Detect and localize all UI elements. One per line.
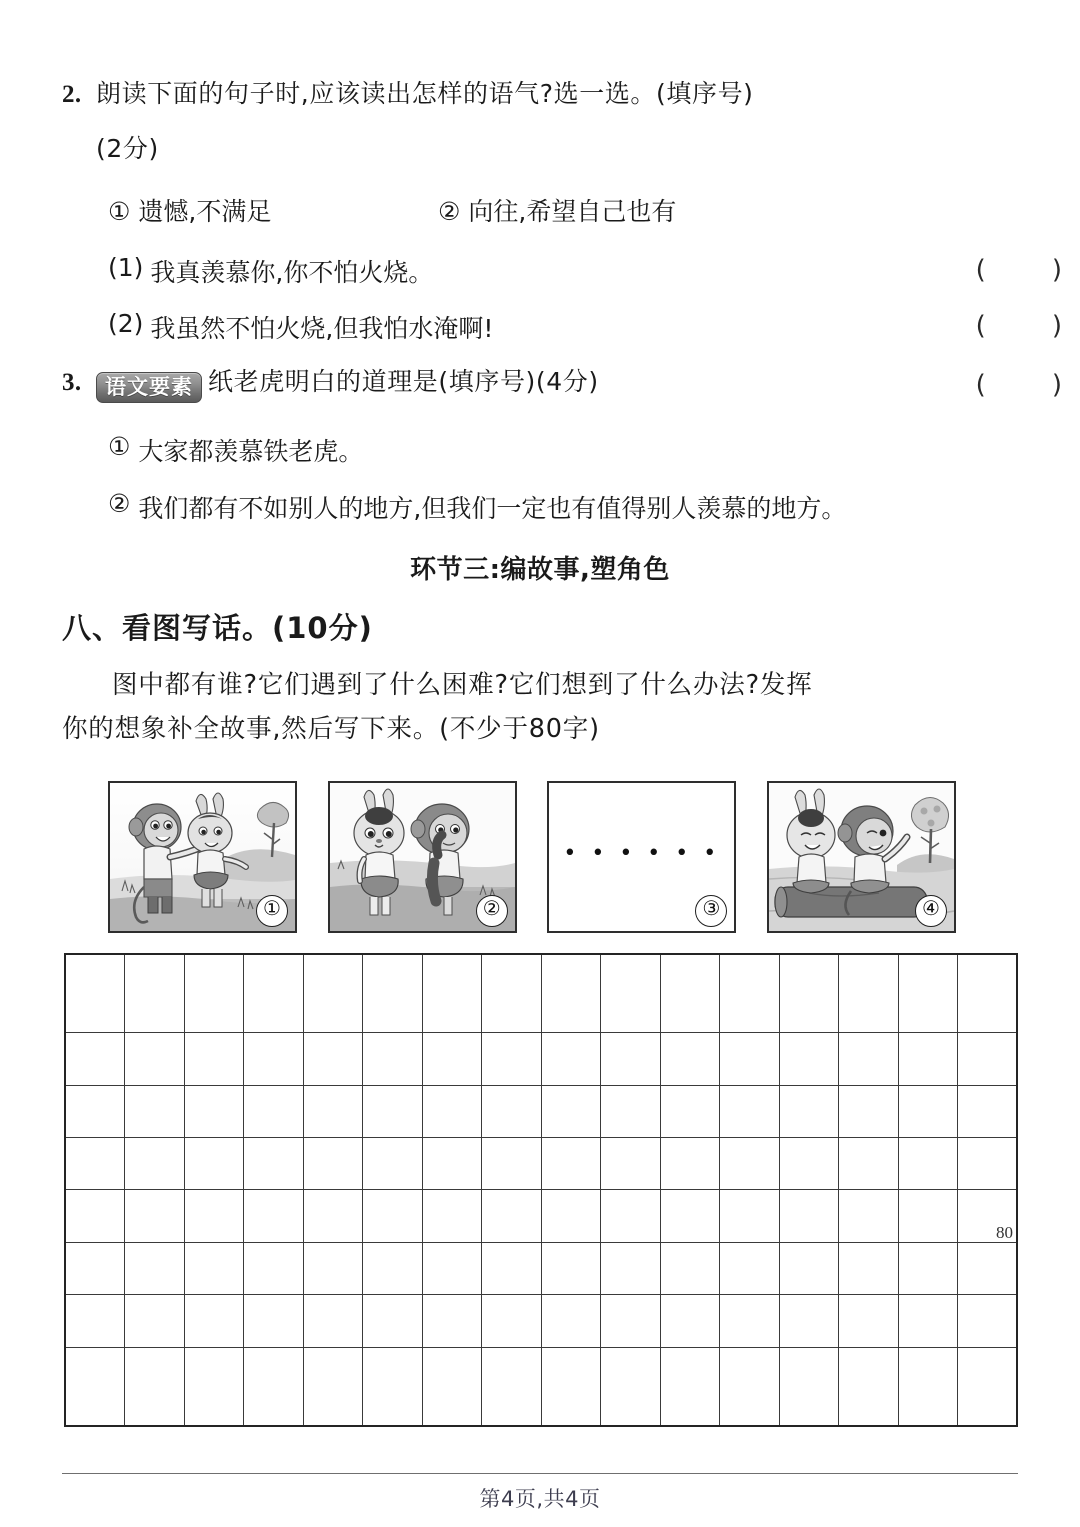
grid-cell[interactable] (898, 1190, 958, 1242)
grid-cell[interactable] (422, 1347, 482, 1426)
grid-cell[interactable] (541, 1347, 601, 1426)
grid-cell[interactable] (958, 1138, 1018, 1190)
question-3-option-2[interactable] (62, 489, 1020, 525)
grid-cell[interactable] (482, 954, 542, 1033)
grid-cell[interactable] (363, 1138, 423, 1190)
grid-cell[interactable] (184, 1295, 244, 1347)
grid-cell[interactable] (720, 1242, 780, 1294)
grid-cell[interactable] (601, 1295, 661, 1347)
grid-cell[interactable] (898, 1085, 958, 1137)
question-2 (62, 78, 1020, 110)
grid-cell[interactable] (363, 1033, 423, 1085)
grid-cell[interactable] (422, 1295, 482, 1347)
grid-cell[interactable] (125, 1242, 185, 1294)
grid-cell[interactable] (541, 1242, 601, 1294)
grid-cell[interactable] (660, 1242, 720, 1294)
grid-cell[interactable] (363, 1347, 423, 1426)
grid-cell[interactable] (779, 1138, 839, 1190)
grid-cell[interactable] (422, 1138, 482, 1190)
grid-cell[interactable] (65, 1295, 125, 1347)
grid-cell[interactable] (422, 1242, 482, 1294)
grid-cell[interactable] (184, 1033, 244, 1085)
grid-cell-80[interactable] (958, 1190, 1018, 1242)
yuwen-yaosu-badge: 语文要素 (96, 372, 202, 403)
grid-cell[interactable] (660, 1085, 720, 1137)
grid-cell[interactable] (541, 954, 601, 1033)
grid-cell[interactable] (303, 1085, 363, 1137)
table-row[interactable] (65, 1138, 1017, 1190)
table-row[interactable] (65, 954, 1017, 1033)
grid-cell[interactable] (184, 1347, 244, 1426)
grid-cell[interactable] (958, 1347, 1018, 1426)
word-count-marker: 80 (996, 1222, 1013, 1242)
grid-cell[interactable] (65, 1138, 125, 1190)
question-2-item-1-label: (1) (108, 253, 144, 282)
grid-cell[interactable] (244, 954, 304, 1033)
grid-cell[interactable] (65, 1033, 125, 1085)
grid-cell[interactable] (958, 1295, 1018, 1347)
panel-number-3: ③ (695, 895, 727, 927)
grid-cell[interactable] (720, 954, 780, 1033)
option-label-1: 大家都羡慕铁老虎。 (138, 437, 364, 466)
grid-cell[interactable] (839, 1295, 899, 1347)
grid-cell[interactable] (125, 1033, 185, 1085)
grid-cell[interactable] (660, 1138, 720, 1190)
grid-cell[interactable] (779, 1295, 839, 1347)
grid-cell[interactable] (65, 954, 125, 1033)
grid-cell[interactable] (482, 1138, 542, 1190)
grid-cell[interactable] (898, 1295, 958, 1347)
grid-cell[interactable] (839, 1033, 899, 1085)
grid-cell[interactable] (660, 954, 720, 1033)
grid-cell[interactable] (125, 954, 185, 1033)
answer-blank-q3[interactable]: ( ) (975, 370, 1062, 400)
grid-cell[interactable] (422, 954, 482, 1033)
grid-cell[interactable] (541, 1033, 601, 1085)
grid-cell[interactable] (422, 1033, 482, 1085)
grid-cell[interactable] (303, 1138, 363, 1190)
grid-cell[interactable] (660, 1190, 720, 1242)
spacer (62, 133, 96, 134)
grid-cell[interactable] (303, 1242, 363, 1294)
grid-cell[interactable] (660, 1347, 720, 1426)
option-marker-2: ② (438, 197, 461, 226)
picture-panel-4 (767, 781, 956, 933)
grid-cell[interactable] (541, 1138, 601, 1190)
footer-divider (62, 1473, 1018, 1474)
grid-cell[interactable] (244, 1242, 304, 1294)
table-row[interactable] (65, 1033, 1017, 1085)
grid-cell[interactable] (839, 1138, 899, 1190)
grid-cell[interactable] (541, 1085, 601, 1137)
grid-cell[interactable] (422, 1190, 482, 1242)
grid-cell[interactable] (303, 954, 363, 1033)
writing-grid-body (65, 954, 1017, 1426)
writing-prompt-line-1: 图中都有谁?它们遇到了什么困难?它们想到了什么办法?发挥 (112, 670, 813, 700)
option-label-1: 遗憾,不满足 (138, 197, 272, 226)
grid-cell[interactable] (720, 1190, 780, 1242)
grid-cell[interactable] (720, 1033, 780, 1085)
grid-cell[interactable] (541, 1295, 601, 1347)
grid-cell[interactable] (958, 1033, 1018, 1085)
grid-cell[interactable] (601, 1347, 661, 1426)
grid-cell[interactable] (601, 1138, 661, 1190)
table-row[interactable] (65, 1190, 1017, 1242)
grid-cell[interactable] (958, 954, 1018, 1033)
grid-cell[interactable] (244, 1085, 304, 1137)
grid-cell[interactable] (303, 1347, 363, 1426)
grid-cell[interactable] (65, 1347, 125, 1426)
table-row[interactable] (65, 1242, 1017, 1294)
grid-cell[interactable] (244, 1138, 304, 1190)
writing-grid[interactable] (64, 953, 1018, 1427)
grid-cell[interactable] (184, 1242, 244, 1294)
grid-cell[interactable] (720, 1085, 780, 1137)
option-label-2: 向往,希望自己也有 (468, 197, 677, 226)
grid-cell[interactable] (898, 1033, 958, 1085)
question-2-item-2-text: 我虽然不怕火烧,但我怕水淹啊! (150, 314, 494, 343)
grid-cell[interactable] (779, 1242, 839, 1294)
grid-cell[interactable] (363, 1295, 423, 1347)
grid-cell[interactable] (601, 1190, 661, 1242)
grid-cell[interactable] (303, 1190, 363, 1242)
grid-cell[interactable] (601, 1242, 661, 1294)
grid-cell[interactable] (125, 1138, 185, 1190)
grid-cell[interactable] (958, 1242, 1018, 1294)
grid-cell[interactable] (779, 1347, 839, 1426)
picture-panel-1 (108, 781, 297, 933)
question-2-number: 2. (62, 81, 82, 108)
grid-cell[interactable] (244, 1347, 304, 1426)
question-2-option-1[interactable] (108, 192, 438, 228)
writing-grid-table[interactable] (64, 953, 1018, 1427)
writing-prompt (62, 664, 1024, 752)
grid-cell[interactable] (720, 1138, 780, 1190)
question-2-item-1-text: 我真羡慕你,你不怕火烧。 (150, 258, 434, 287)
grid-cell[interactable] (839, 1242, 899, 1294)
grid-cell[interactable] (65, 1190, 125, 1242)
table-row[interactable] (65, 1347, 1017, 1426)
option-label-2: 我们都有不如别人的地方,但我们一定也有值得别人羡慕的地方。 (138, 494, 847, 523)
writing-prompt-line-2: 你的想象补全故事,然后写下来。(不少于80字) (62, 713, 600, 744)
grid-cell[interactable] (363, 1242, 423, 1294)
grid-cell[interactable] (482, 1242, 542, 1294)
grid-cell[interactable] (898, 1242, 958, 1294)
section-heading: 环节三:编故事,塑角色 (410, 555, 670, 585)
grid-cell[interactable] (601, 1085, 661, 1137)
grid-cell[interactable] (482, 1085, 542, 1137)
table-row[interactable] (65, 1295, 1017, 1347)
grid-cell[interactable] (422, 1085, 482, 1137)
grid-cell[interactable] (363, 1085, 423, 1137)
answer-blank-q2-1[interactable]: ( ) (975, 255, 1062, 285)
grid-cell[interactable] (303, 1033, 363, 1085)
question-3-stem: 纸老虎明白的道理是(填序号)(4分) (208, 367, 599, 396)
grid-cell[interactable] (958, 1085, 1018, 1137)
picture-panel-2 (328, 781, 517, 933)
table-row[interactable] (65, 1085, 1017, 1137)
grid-cell[interactable] (65, 1085, 125, 1137)
question-2-stem-row (62, 78, 1020, 110)
grid-cell[interactable] (125, 1085, 185, 1137)
grid-cell[interactable] (839, 1347, 899, 1426)
grid-cell[interactable] (898, 1347, 958, 1426)
grid-cell[interactable] (601, 954, 661, 1033)
picture-panels (108, 781, 956, 929)
grid-cell[interactable] (125, 1190, 185, 1242)
grid-cell[interactable] (482, 1033, 542, 1085)
option-marker-1: ① (108, 197, 131, 226)
grid-cell[interactable] (184, 954, 244, 1033)
question-2-options (62, 192, 1020, 228)
grid-cell[interactable] (898, 1138, 958, 1190)
question-2-item-2-label: (2) (108, 309, 144, 338)
panel-number-1: ① (256, 895, 288, 927)
grid-cell[interactable] (482, 1347, 542, 1426)
grid-cell[interactable] (660, 1295, 720, 1347)
grid-cell[interactable] (779, 1033, 839, 1085)
writing-section-title: 八、看图写话。(10分) (62, 611, 373, 645)
question-3-number: 3. (62, 369, 82, 396)
page-footer: 第4页,共4页 (479, 1487, 601, 1511)
option-marker-1: ① (108, 432, 131, 461)
grid-cell[interactable] (779, 1190, 839, 1242)
question-2-option-2[interactable] (438, 192, 1020, 228)
question-2-stem: 朗读下面的句子时,应该读出怎样的语气?选一选。(填序号) (96, 79, 754, 108)
grid-cell[interactable] (720, 1347, 780, 1426)
grid-cell[interactable] (898, 954, 958, 1033)
question-2-stem-continued-row (62, 133, 1020, 164)
question-2-points: (2分) (96, 134, 159, 163)
answer-blank-q2-2[interactable]: ( ) (975, 311, 1062, 341)
grid-cell[interactable] (660, 1033, 720, 1085)
panel-number-2: ② (476, 895, 508, 927)
picture-panel-3 (547, 781, 736, 933)
panel-number-4: ④ (915, 895, 947, 927)
question-3 (62, 366, 1020, 403)
grid-cell[interactable] (363, 954, 423, 1033)
grid-cell[interactable] (482, 1295, 542, 1347)
question-3-option-1[interactable] (62, 432, 1020, 468)
grid-cell[interactable] (839, 1190, 899, 1242)
option-marker-2: ② (108, 489, 131, 518)
grid-cell[interactable] (482, 1190, 542, 1242)
grid-cell[interactable] (184, 1085, 244, 1137)
grid-cell[interactable] (601, 1033, 661, 1085)
grid-cell[interactable] (125, 1295, 185, 1347)
grid-cell[interactable] (65, 1242, 125, 1294)
grid-cell[interactable] (303, 1295, 363, 1347)
grid-cell[interactable] (363, 1190, 423, 1242)
question-2-item-1 (62, 253, 1020, 289)
grid-cell[interactable] (244, 1033, 304, 1085)
grid-cell[interactable] (184, 1138, 244, 1190)
grid-cell[interactable] (125, 1347, 185, 1426)
question-2-item-2 (62, 309, 1020, 345)
grid-cell[interactable] (541, 1190, 601, 1242)
grid-cell[interactable] (779, 1085, 839, 1137)
grid-cell[interactable] (244, 1295, 304, 1347)
grid-cell[interactable] (779, 954, 839, 1033)
grid-cell[interactable] (184, 1190, 244, 1242)
grid-cell[interactable] (720, 1295, 780, 1347)
grid-cell[interactable] (244, 1190, 304, 1242)
grid-cell[interactable] (839, 1085, 899, 1137)
panel-3-ellipsis: • • • • • • (563, 841, 721, 866)
grid-cell[interactable] (839, 954, 899, 1033)
